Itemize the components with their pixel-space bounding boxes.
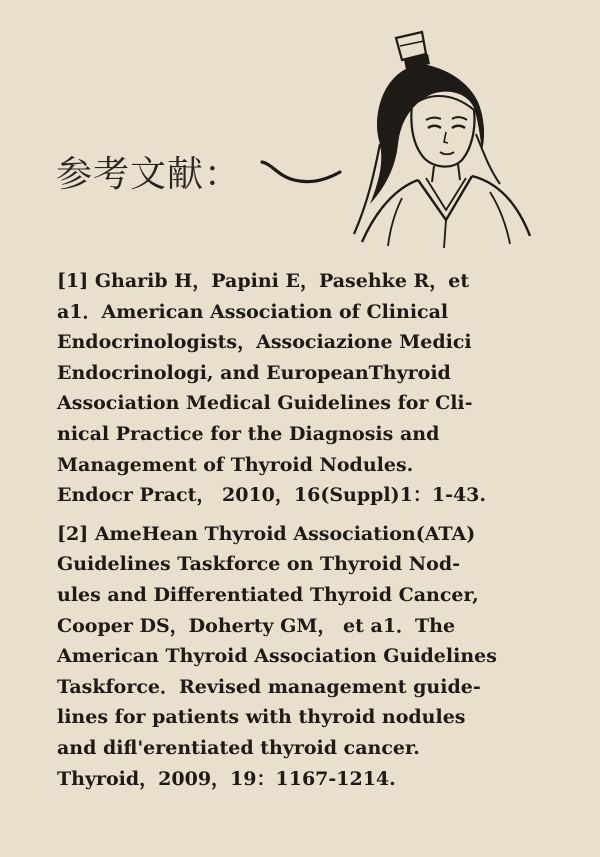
page-title: 参考文献： bbox=[56, 154, 242, 195]
reference-line: Guidelines Taskforce on Thyroid Nod- bbox=[57, 553, 461, 576]
scholar-portrait-illustration bbox=[340, 24, 540, 249]
reference-line: Association Medical Guidelines for Cli- bbox=[57, 392, 473, 415]
reference-item-2 bbox=[57, 519, 527, 794]
reference-line: Endocrinologi, and EuropeanThyroid bbox=[57, 361, 451, 384]
brush-stroke-decoration bbox=[258, 150, 344, 190]
reference-line: Thyroid，2009，19：1167-1214. bbox=[57, 767, 396, 790]
reference-line: lines for patients with thyroid nodules bbox=[57, 706, 466, 729]
reference-line: Cooper DS，Doherty GM， et a1．The bbox=[57, 614, 456, 637]
reference-item-1 bbox=[57, 266, 527, 511]
reference-line: a1．American Association of Clinical bbox=[57, 300, 449, 323]
reference-line: ules and Differentiated Thyroid Cancer, bbox=[57, 583, 479, 606]
reference-line: [2] AmeHean Thyroid Association(ATA) bbox=[57, 522, 476, 545]
reference-list bbox=[57, 266, 527, 802]
reference-line: Management of Thyroid Nodules. bbox=[57, 453, 414, 476]
reference-line: nical Practice for the Diagnosis and bbox=[57, 422, 440, 445]
reference-line: [1] Gharib H，Papini E，Pasehke R，et bbox=[57, 270, 470, 292]
reference-line: and difl'erentiated thyroid cancer. bbox=[57, 736, 420, 759]
reference-line: American Thyroid Association Guidelines bbox=[57, 645, 497, 668]
reference-line: Taskforce．Revised management guide- bbox=[57, 675, 481, 698]
reference-line: Endocr Pract， 2010，16(Suppl)1：1-43. bbox=[57, 484, 487, 507]
reference-line: Endocrinologists，Associazione Medici bbox=[57, 331, 472, 354]
